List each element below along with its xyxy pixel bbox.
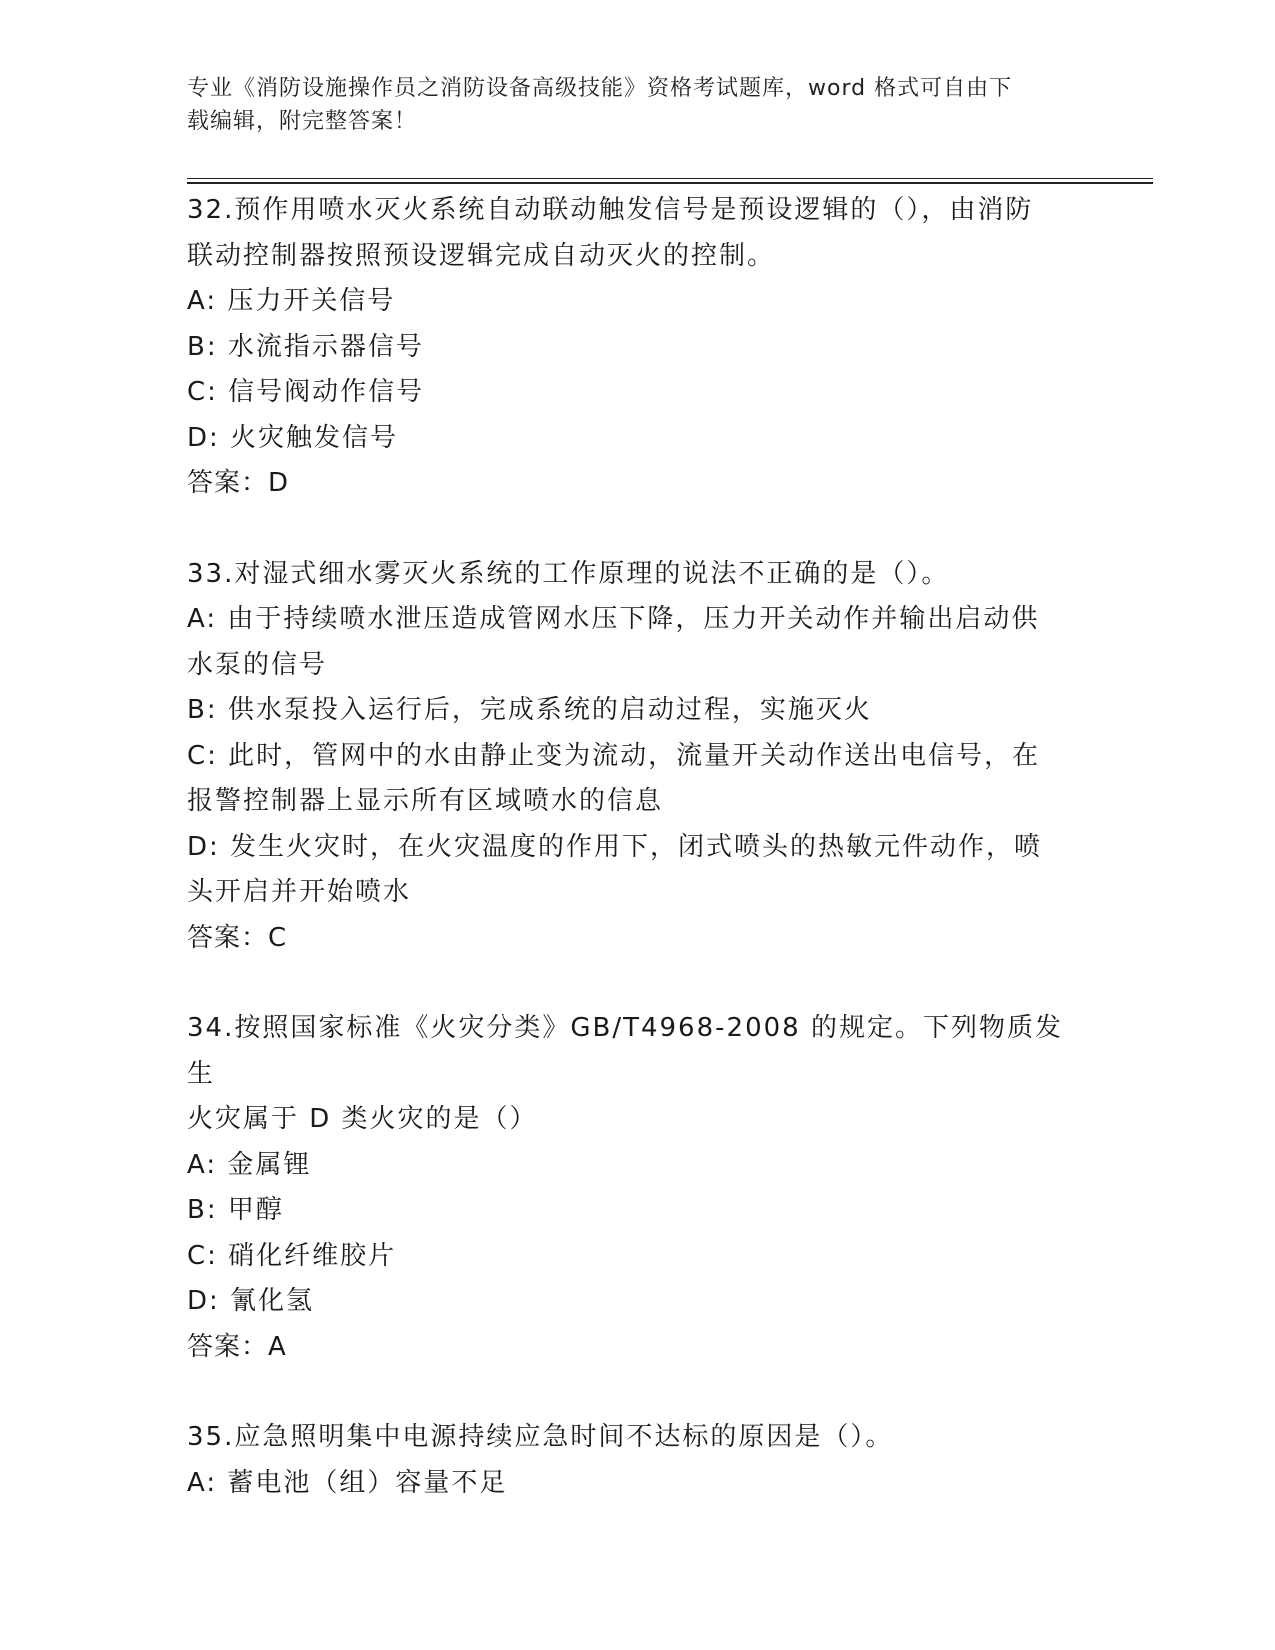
option-text: D: 火灾触发信号 bbox=[187, 422, 399, 453]
page-header bbox=[187, 72, 1077, 138]
question-list bbox=[187, 188, 1087, 1551]
header-line: 载编辑，附完整答案！ bbox=[187, 109, 418, 134]
stem-line: 33.对湿式细水雾灭火系统的工作原理的说法不正确的是（）。 bbox=[187, 558, 950, 589]
question-34 bbox=[187, 1006, 1087, 1370]
option-text: C: 此时，管网中的水由静止变为流动，流量开关动作送出电信号，在 bbox=[187, 740, 1041, 771]
option-text: 水泵的信号 bbox=[187, 649, 328, 680]
option-d bbox=[187, 1279, 1087, 1325]
option-text: B: 供水泵投入运行后，完成系统的启动过程，实施灭火 bbox=[187, 695, 872, 725]
option-a bbox=[187, 279, 1087, 325]
option-text: 报警控制器上显示所有区域喷水的信息 bbox=[187, 786, 664, 816]
option-text: D: 发生火灾时，在火灾温度的作用下，闭式喷头的热敏元件动作，喷 bbox=[187, 831, 1043, 862]
option-b bbox=[187, 1188, 1087, 1234]
option-text: B: 甲醇 bbox=[187, 1195, 284, 1225]
option-a bbox=[187, 597, 1087, 688]
option-text: C: 信号阀动作信号 bbox=[187, 377, 425, 407]
header-divider bbox=[187, 178, 1153, 179]
answer-line: 答案：D bbox=[187, 468, 290, 498]
answer-line: 答案：C bbox=[187, 922, 288, 953]
option-b bbox=[187, 325, 1087, 371]
option-text: A: 压力开关信号 bbox=[187, 286, 396, 316]
option-text: 头开启并开始喷水 bbox=[187, 877, 412, 907]
option-c bbox=[187, 734, 1087, 825]
question-32 bbox=[187, 188, 1087, 507]
option-text: A: 金属锂 bbox=[187, 1149, 312, 1180]
question-35 bbox=[187, 1415, 1087, 1506]
option-c bbox=[187, 370, 1087, 416]
option-text: A: 由于持续喷水泄压造成管网水压下降，压力开关动作并输出启动供 bbox=[187, 604, 1040, 634]
option-text: A: 蓄电池（组）容量不足 bbox=[187, 1467, 508, 1498]
option-d bbox=[187, 416, 1087, 462]
option-a bbox=[187, 1143, 1087, 1189]
question-stem bbox=[187, 1415, 1087, 1461]
question-stem bbox=[187, 188, 1087, 279]
option-c bbox=[187, 1234, 1087, 1280]
stem-line: 火灾属于 D 类火灾的是（） bbox=[187, 1104, 538, 1134]
option-text: D: 氰化氢 bbox=[187, 1286, 315, 1316]
option-text: B: 水流指示器信号 bbox=[187, 331, 424, 362]
option-a bbox=[187, 1461, 1087, 1507]
stem-line: 35.应急照明集中电源持续应急时间不达标的原因是（）。 bbox=[187, 1422, 894, 1452]
stem-line: 34.按照国家标准《火灾分类》GB/T4968-2008 的规定。下列物质发生 bbox=[187, 1013, 1063, 1089]
answer-line: 答案：A bbox=[187, 1331, 287, 1362]
stem-line: 32.预作用喷水灭火系统自动联动触发信号是预设逻辑的（），由消防 bbox=[187, 195, 1034, 225]
stem-line: 联动控制器按照预设逻辑完成自动灭火的控制。 bbox=[187, 240, 776, 271]
option-d bbox=[187, 825, 1087, 916]
option-b bbox=[187, 688, 1087, 734]
question-stem bbox=[187, 1006, 1087, 1143]
question-stem bbox=[187, 552, 1087, 598]
header-line: 专业《消防设施操作员之消防设备高级技能》资格考试题库，word 格式可自由下 bbox=[187, 76, 1013, 101]
header-divider-thick bbox=[187, 182, 1153, 184]
question-33 bbox=[187, 552, 1087, 962]
option-text: C: 硝化纤维胶片 bbox=[187, 1240, 397, 1271]
